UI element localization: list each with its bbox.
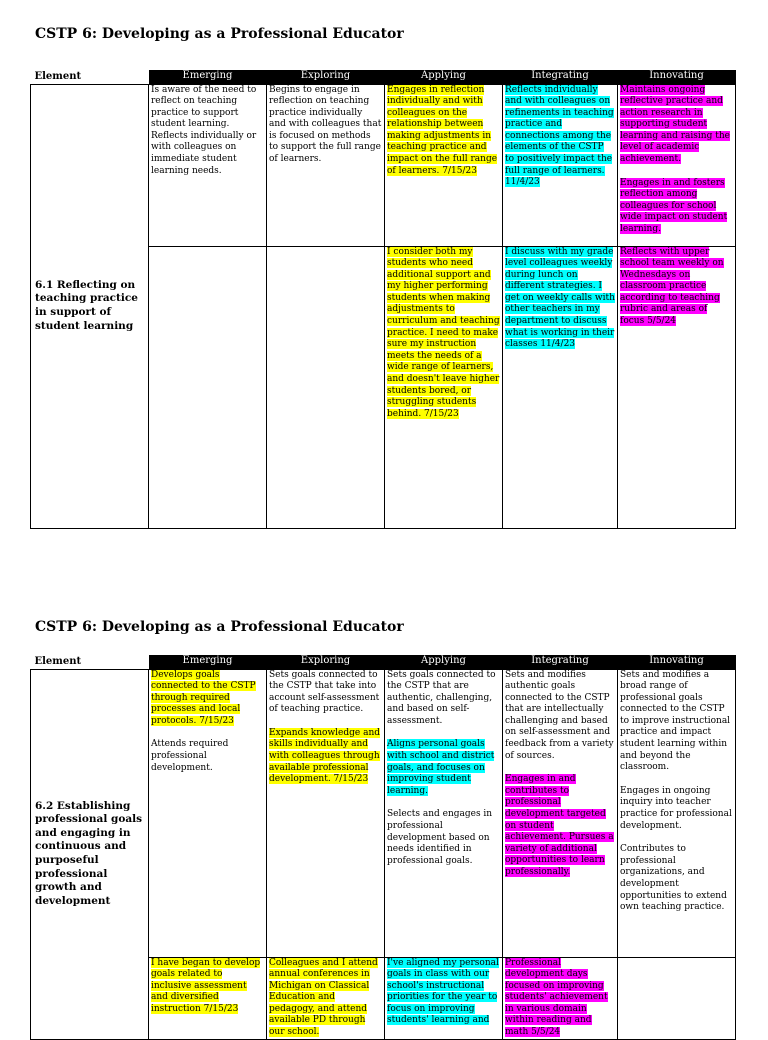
level-header-emerging: Emerging <box>149 655 267 669</box>
rubric-table-6-1 <box>30 70 736 529</box>
element-label-6-1: 6.1 Reflecting on teaching practice in support of student learning <box>31 84 149 528</box>
highlighted-descriptor: Engages in reflection individually and with colleagues on the relationship between making adjustments in teaching practice and impact on the full range of learners. 7/15/23 <box>387 84 498 176</box>
cell-integrating <box>503 84 618 246</box>
descriptor-text: Contributes to professional organizations, and development opportunities to extend own teaching practice. <box>620 844 727 913</box>
highlighted-descriptor: Maintains ongoing reflective practice and action research in supporting student learning and raising the level of academic achievement. <box>620 84 730 165</box>
level-header-applying: Applying <box>385 655 503 669</box>
descriptor-text: Selects and engages in professional development based on needs identified in professional goals. <box>387 809 493 866</box>
element-label-6-2: 6.2 Establishing professional goals and engaging in continuous and purposeful professional growth and development <box>31 669 149 1039</box>
evidence-text: Colleagues and I attend annual conferences in Michigan on Classical Education and pedagogy, and attend available PD through our school. <box>269 957 378 1038</box>
evidence-applying <box>385 957 503 1039</box>
element-header: Element <box>31 70 149 84</box>
descriptor-text: Sets goals connected to the CSTP that are authentic, challenging, and based on self-assessment. <box>387 669 496 726</box>
highlighted-descriptor: Aligns personal goals with school and district goals, and focuses on improving student learning. <box>387 739 495 796</box>
descriptor-text: Attends required professional development. <box>151 739 229 773</box>
evidence-applying <box>385 246 503 528</box>
cell-innovating <box>618 669 736 957</box>
page-title-2: CSTP 6: Developing as a Professional Educator <box>35 619 404 635</box>
cell-exploring <box>267 84 385 246</box>
evidence-emerging <box>149 957 267 1039</box>
level-header-emerging: Emerging <box>149 70 267 84</box>
evidence-innovating <box>618 957 736 1039</box>
level-header-applying: Applying <box>385 70 503 84</box>
descriptor-text: Sets goals connected to the CSTP that take into account self-assessment of teaching practice. <box>269 669 380 715</box>
highlighted-descriptor: Engages in and fosters reflection among colleagues for school wide impact on student learning. <box>620 177 728 235</box>
level-header-integrating: Integrating <box>503 70 618 84</box>
evidence-integrating <box>503 957 618 1039</box>
rubric-table-6-2 <box>30 655 736 1040</box>
descriptor-text: Is aware of the need to reflect on teaching practice to support student learning. Reflects individually or with colleagues on immediate student learning needs. <box>151 84 257 176</box>
evidence-integrating <box>503 246 618 528</box>
level-header-integrating: Integrating <box>503 655 618 669</box>
evidence-emerging <box>149 246 267 528</box>
highlighted-descriptor: Engages in and contributes to professional development targeted on student achievement. Pursues a variety of additional opportunities to learn professionally. <box>505 774 614 877</box>
descriptor-text: Sets and modifies authentic goals connected to the CSTP that are intellectually challenging and based on self-assessment and feedback from a variety of sources. <box>505 669 614 761</box>
page-title-1: CSTP 6: Developing as a Professional Educator <box>35 26 404 42</box>
level-header-exploring: Exploring <box>267 655 385 669</box>
evidence-exploring <box>267 957 385 1039</box>
element-header: Element <box>31 655 149 669</box>
evidence-text: I have began to develop goals related to inclusive assessment and diversified instruction 7/15/23 <box>151 957 261 1014</box>
evidence-exploring <box>267 246 385 528</box>
evidence-text: Reflects with upper school team weekly on Wednesdays on classroom practice according to teaching rubric and areas of focus 5/5/24 <box>620 246 724 327</box>
evidence-text: I've aligned my personal goals in class with our school's instructional priorities for the year to focus on improving students' learning and <box>387 957 499 1026</box>
descriptor-text: Engages in ongoing inquiry into teacher practice for professional development. <box>620 785 732 831</box>
evidence-text: I discuss with my grade level colleagues weekly during lunch on different strategies. I get on weekly calls with other teachers in my department to discuss what is working in their classes 11/4/23 <box>505 246 615 350</box>
cell-emerging <box>149 669 267 957</box>
level-header-exploring: Exploring <box>267 70 385 84</box>
level-header-innovating: Innovating <box>618 655 736 669</box>
cell-integrating <box>503 669 618 957</box>
descriptor-text: Begins to engage in reflection on teaching practice individually and with colleagues that is focused on methods to support the full range of learners. <box>269 84 382 165</box>
cell-applying <box>385 669 503 957</box>
highlighted-descriptor: Reflects individually and with colleagues on refinements in teaching practice and connections among the elements of the CSTP to positively impact the full range of learners. 11/4/23 <box>505 84 614 188</box>
evidence-text: I consider both my students who need additional support and my higher performing students when making adjustments to curriculum and teaching practice. I need to make sure my instruction meets the needs of a wide range of learners, and doesn't leave higher students bored, or struggling students behind. 7/15/23 <box>387 246 500 419</box>
highlighted-descriptor: Expands knowledge and skills individually and with colleagues through available professional development. 7/15/23 <box>269 727 381 785</box>
descriptor-text: Sets and modifies a broad range of professional goals connected to the CSTP to improve instructional practice and impact student learning within and beyond the classroom. <box>620 669 731 773</box>
cell-innovating <box>618 84 736 246</box>
highlighted-descriptor: Develops goals connected to the CSTP through required processes and local protocols. 7/15/23 <box>151 669 256 726</box>
cell-emerging <box>149 84 267 246</box>
evidence-innovating <box>618 246 736 528</box>
level-header-innovating: Innovating <box>618 70 736 84</box>
evidence-text: Professional development days focused on improving students' achievement in various domain within reading and math 5/5/24 <box>505 957 608 1038</box>
cell-applying <box>385 84 503 246</box>
cell-exploring <box>267 669 385 957</box>
